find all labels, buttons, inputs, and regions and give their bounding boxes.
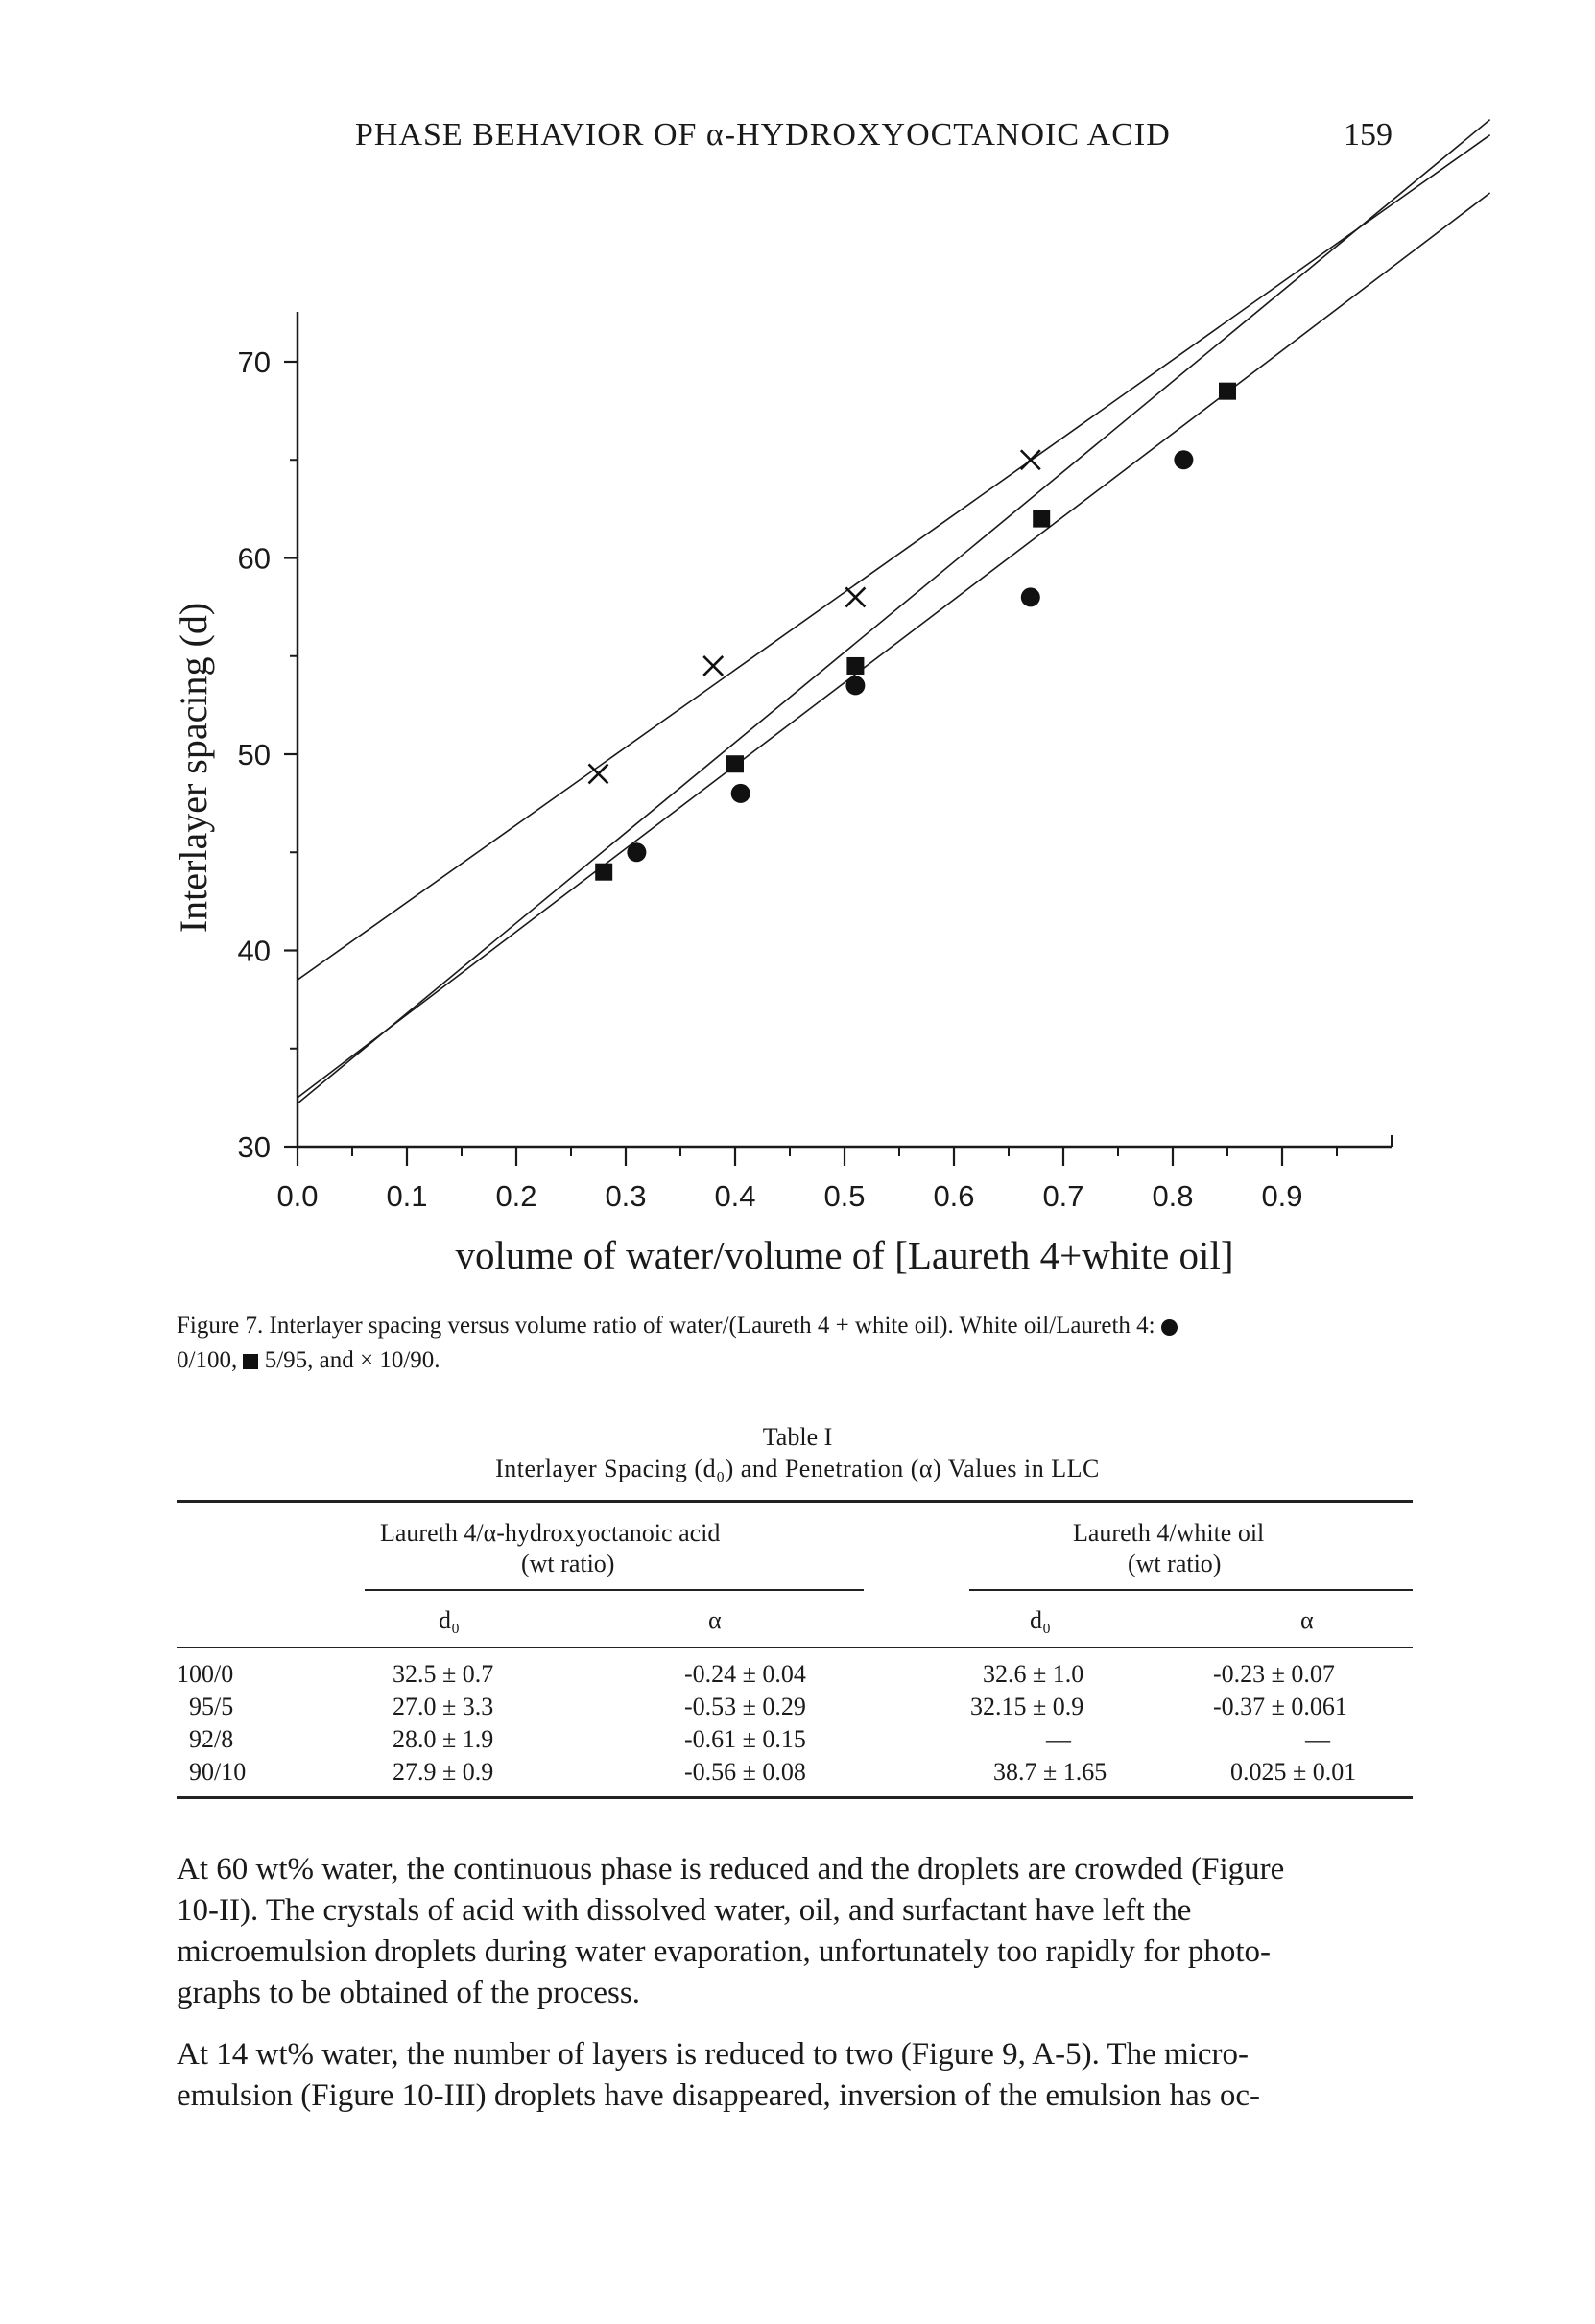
data-point-circle: [1174, 450, 1193, 469]
table-cell: 0.025 ± 0.01: [1230, 1758, 1357, 1786]
data-point-circle: [845, 676, 865, 695]
x-tick-label: 0.8: [1152, 1179, 1194, 1213]
x-tick-label: 0.0: [276, 1179, 319, 1213]
caption-text-b: 0/100,: [177, 1347, 238, 1373]
fit-line-10-90: [298, 135, 1490, 980]
table-cell: -0.37 ± 0.061: [1213, 1693, 1347, 1720]
table-top-rule: [177, 1500, 1413, 1503]
group1-header-line2: (wt ratio): [521, 1550, 615, 1577]
table-row-label: 100/0: [177, 1660, 234, 1688]
x-tick-label: 0.3: [605, 1179, 647, 1213]
data-point-square: [1219, 383, 1236, 400]
data-point-square: [595, 864, 612, 881]
group1-header-line1: Laureth 4/α-hydroxyoctanoic acid: [380, 1519, 721, 1547]
body-paragraph-1: [177, 1849, 1420, 2014]
table-cell: -0.24 ± 0.04: [684, 1660, 806, 1688]
filled-circle-icon: [1161, 1319, 1178, 1336]
data-point-cross: [845, 587, 865, 606]
x-tick-label: 0.1: [386, 1179, 428, 1213]
col-header-d0-b: d₀: [1030, 1606, 1052, 1634]
table-subtitle: Interlayer Spacing (d₀) and Penetration (α) Values in LLC: [495, 1455, 1100, 1482]
data-point-circle: [731, 784, 750, 803]
data-point-square: [1033, 510, 1050, 528]
table-title: Table I: [762, 1423, 833, 1451]
data-point-circle: [1021, 587, 1040, 606]
table-cell: -0.56 ± 0.08: [684, 1758, 806, 1786]
x-tick-label: 0.7: [1042, 1179, 1084, 1213]
data-point-square: [726, 755, 744, 772]
x-tick-label: 0.2: [495, 1179, 537, 1213]
caption-label: Figure 7.: [177, 1313, 264, 1339]
col-header-d0-a: d₀: [439, 1606, 461, 1634]
table-row-label: 92/8: [189, 1725, 234, 1753]
y-tick-label: 60: [237, 541, 271, 576]
paragraph-line: graphs to be obtained of the process.: [177, 1976, 640, 2010]
data-point-cross: [1021, 450, 1040, 469]
y-tick-label: 50: [237, 738, 271, 771]
caption-text-c: 5/95, and × 10/90.: [264, 1347, 440, 1373]
group2-header-line1: Laureth 4/white oil: [1073, 1519, 1265, 1547]
chart-axes: [238, 312, 1392, 1213]
column-header-rule: [177, 1647, 1413, 1648]
table-cell: 32.6 ± 1.0: [983, 1660, 1084, 1688]
paragraph-line: At 60 wt% water, the continuous phase is reduced and the droplets are crowded (Figure: [177, 1852, 1285, 1886]
y-axis-label: Interlayer spacing (d): [172, 602, 215, 934]
y-tick-label: 40: [237, 934, 271, 968]
table-cell: —: [1305, 1725, 1330, 1753]
table-cell: -0.61 ± 0.15: [684, 1725, 806, 1753]
body-paragraph-2: [177, 2034, 1420, 2117]
col-header-alpha-a: α: [708, 1606, 722, 1634]
table-row-label: 90/10: [189, 1758, 247, 1786]
page-number: 159: [1344, 117, 1393, 153]
table-row-label: 95/5: [189, 1693, 234, 1720]
x-axis-label: volume of water/volume of [Laureth 4+white oil]: [455, 1233, 1234, 1277]
figure-caption: [177, 1309, 1420, 1378]
x-tick-label: 0.9: [1261, 1179, 1303, 1213]
table-cell: 27.9 ± 0.9: [393, 1758, 494, 1786]
table-cell: -0.23 ± 0.07: [1213, 1660, 1335, 1688]
chart-fit-lines: [298, 120, 1490, 1103]
table-cell: 27.0 ± 3.3: [393, 1693, 494, 1720]
x-tick-label: 0.5: [823, 1179, 866, 1213]
table-cell: 32.15 ± 0.9: [970, 1693, 1084, 1720]
paragraph-line: emulsion (Figure 10-III) droplets have disappeared, inversion of the emulsion has oc-: [177, 2078, 1261, 2113]
table-cell: 38.7 ± 1.65: [993, 1758, 1107, 1786]
paragraph-line: At 14 wt% water, the number of layers is reduced to two (Figure 9, A-5). The micro-: [177, 2037, 1250, 2072]
paragraph-line: microemulsion droplets during water evaporation, unfortunately too rapidly for photo-: [177, 1934, 1272, 1969]
y-tick-label: 30: [237, 1130, 271, 1164]
table-cell: 32.5 ± 0.7: [393, 1660, 494, 1688]
table-bottom-rule: [177, 1796, 1413, 1799]
group2-header-line2: (wt ratio): [1128, 1550, 1222, 1577]
filled-square-icon: [243, 1354, 258, 1369]
data-point-cross: [703, 656, 723, 676]
group1-underline: [365, 1589, 864, 1591]
data-point-circle: [627, 842, 646, 862]
caption-text-a: Interlayer spacing versus volume ratio of water/(Laureth 4 + white oil). White oil/Laureth 4:: [269, 1313, 1155, 1339]
col-header-alpha-b: α: [1300, 1606, 1314, 1634]
fit-line-5-95: [298, 120, 1490, 1103]
x-tick-label: 0.6: [933, 1179, 975, 1213]
x-tick-label: 0.4: [714, 1179, 756, 1213]
paragraph-line: 10-II). The crystals of acid with dissolved water, oil, and surfactant have left the: [177, 1893, 1192, 1928]
y-tick-label: 70: [237, 345, 271, 379]
table-cell: -0.53 ± 0.29: [684, 1693, 806, 1720]
group2-underline: [969, 1589, 1413, 1591]
data-point-square: [846, 657, 864, 675]
table-cell: —: [1046, 1725, 1071, 1753]
running-title: PHASE BEHAVIOR OF α-HYDROXYOCTANOIC ACID: [355, 117, 1171, 153]
fit-line-0-100: [298, 193, 1490, 1098]
table-cell: 28.0 ± 1.9: [393, 1725, 494, 1753]
